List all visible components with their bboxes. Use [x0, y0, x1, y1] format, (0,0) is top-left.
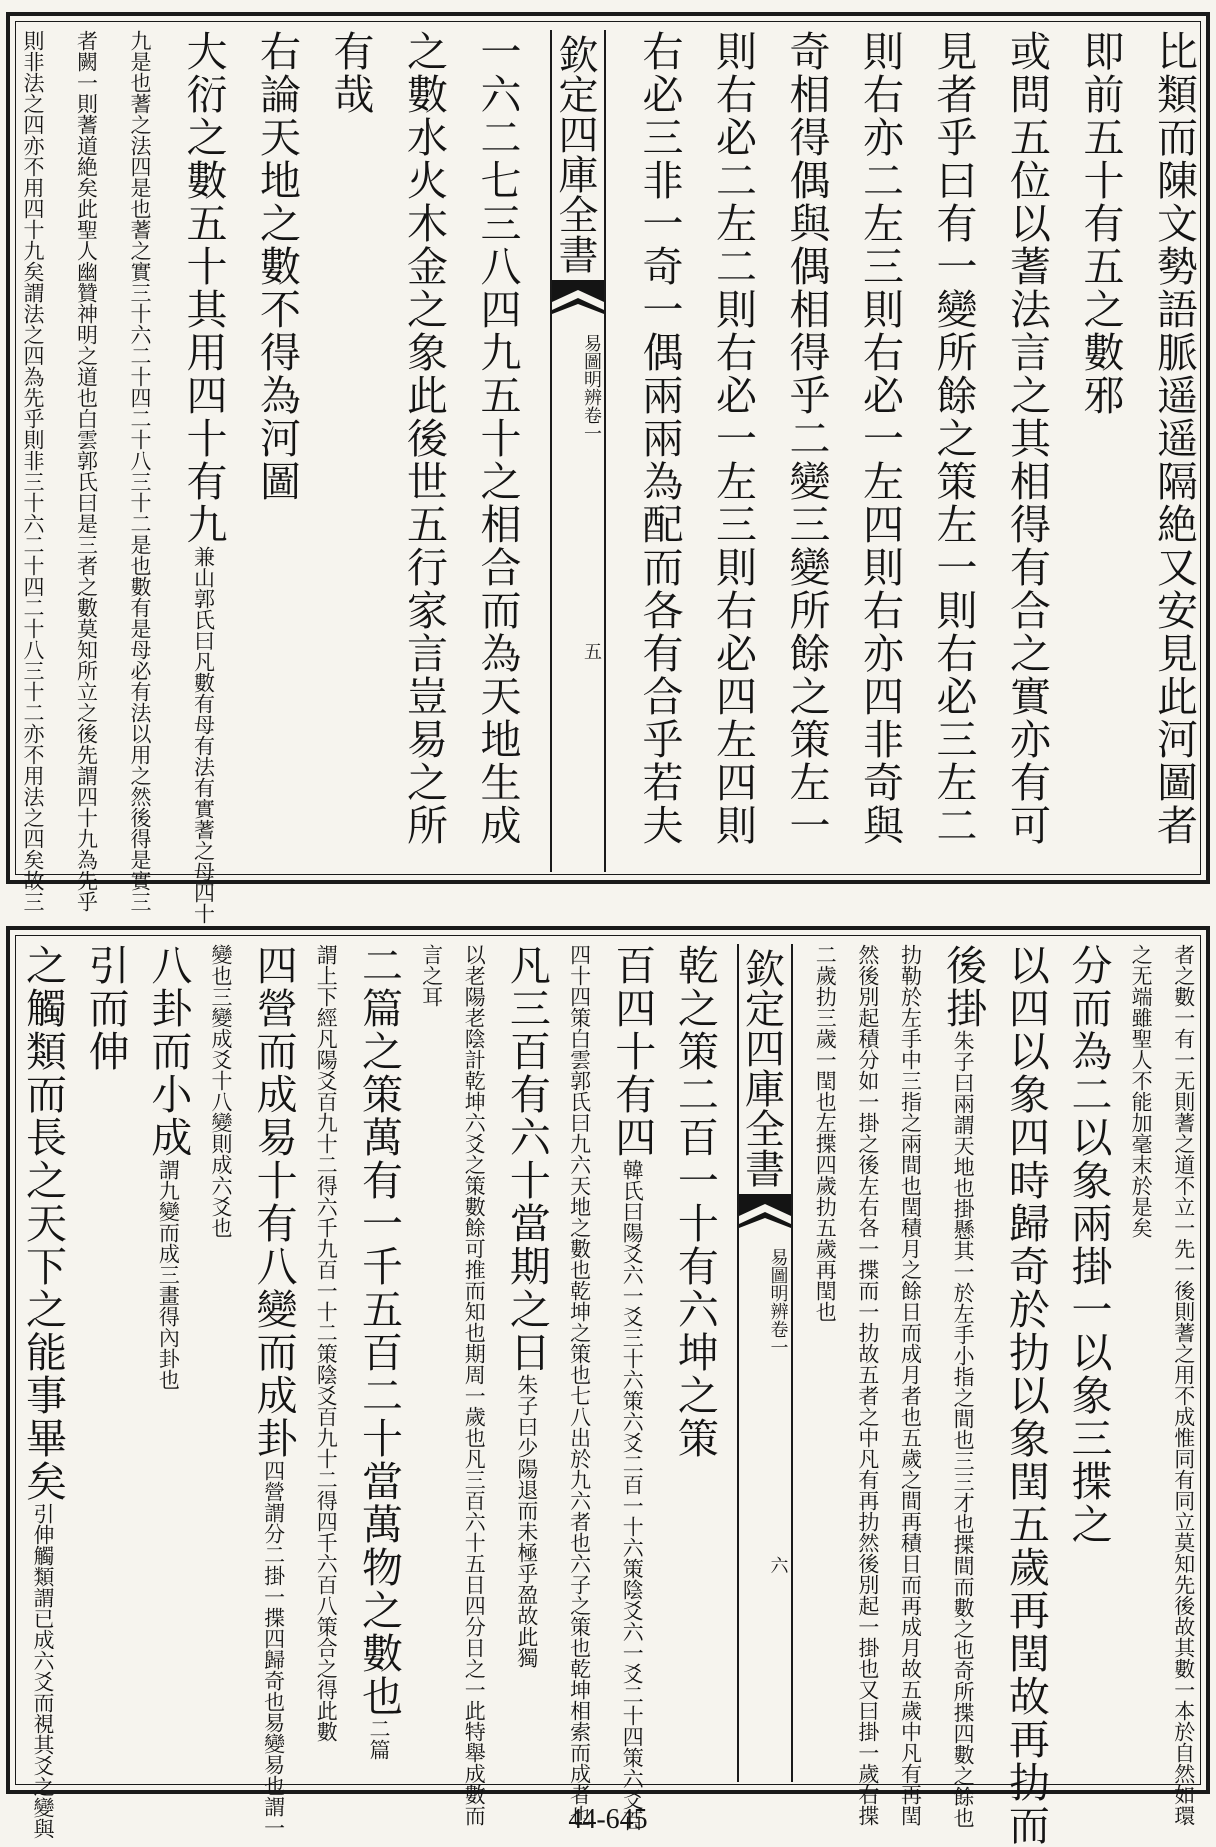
main-text: 之觸類而長之天下之能事畢矣 — [19, 944, 67, 1503]
commentary-text: 謂九變而成三畫得內卦也 — [156, 1159, 181, 1390]
collection-title: 欽定四庫全書 — [738, 948, 785, 1188]
book-title: 易圖明辨 — [767, 1248, 789, 1320]
fish-tail-icon — [552, 280, 604, 328]
text-column — [326, 30, 375, 872]
main-text: 比類而陳文勢語脈遥遥隔絶又安見此河圖者 — [1150, 30, 1198, 847]
lower-center-fold — [737, 944, 793, 1782]
commentary-text: 四十四策白雲郭氏曰九六天地之數也乾坤之策也七八出於九六者也六子之策也乾坤相索而成者也 — [567, 944, 592, 1826]
main-text: 有哉 — [326, 30, 375, 116]
main-text: 凡三百有六十當期之日 — [502, 944, 551, 1374]
text-column — [81, 944, 130, 1782]
juan-label: 卷一 — [581, 406, 602, 442]
main-text: 分而為二以象兩掛一以象三揲之 — [1064, 944, 1113, 1546]
commentary-text: 兼山郭氏曰凡數有母有法有實蓍之母四十 — [191, 546, 216, 924]
book-title: 易圖明辨 — [581, 334, 602, 406]
collection-title: 欽定四庫全書 — [552, 34, 598, 274]
text-column — [210, 944, 231, 1782]
commentary-text: 朱子曰兩謂天地也掛懸其一於左手小指之間也三三才也揲間而數之也奇所揲四數之餘也 — [951, 1030, 976, 1828]
main-text: 大衍之數五十其用四十有九 — [179, 30, 228, 546]
main-text: 則右亦二左三則右必一左四則右亦四非奇與 — [856, 30, 904, 847]
upper-center-fold — [550, 30, 606, 872]
text-column — [608, 944, 657, 1831]
text-column — [253, 30, 301, 872]
text-column — [782, 30, 831, 872]
main-text: 之數水火木金之象此後世五行家言豈易之所 — [400, 30, 448, 847]
text-column — [314, 944, 339, 1782]
text-column — [473, 30, 522, 872]
commentary-text: 然後別起積分如一掛之後左右各一揲而一扐故五者之中凡有再扐然後別起一掛也又曰掛一歲右揲 — [855, 944, 880, 1826]
text-column — [670, 944, 719, 1782]
text-column — [1150, 30, 1198, 872]
text-column — [144, 944, 193, 1782]
commentary-text: 則非法之四亦不用四十九矣謂法之四為先乎則非三十六二十四二十八三十二亦不用法之四矣故三 — [21, 30, 45, 912]
text-column — [1001, 944, 1050, 1847]
text-column — [635, 30, 684, 872]
leaf-number: 五 — [581, 642, 602, 660]
main-text: 右論天地之數不得為河圖 — [253, 30, 301, 503]
main-text: 百四十有四 — [608, 944, 657, 1159]
commentary-text: 二篇 — [366, 1718, 391, 1760]
text-column — [354, 944, 403, 1782]
upper-page — [0, 8, 1216, 924]
main-text: 見者乎曰有一變所餘之策左一則右必三左二 — [929, 30, 978, 847]
text-column — [19, 944, 67, 1839]
main-text: 四營而成易十有八變而成卦 — [249, 944, 298, 1460]
text-column — [709, 30, 757, 872]
text-column — [502, 944, 551, 1782]
text-column — [1171, 944, 1196, 1826]
commentary-text: 九是也蓍之法四是也蓍之實三十六二十四二十八三十二是也數有是母必有法以用之然後得是實三 — [128, 30, 152, 912]
text-column — [856, 30, 904, 872]
commentary-text: 引伸觸類謂已成六爻而視其爻之變與 — [31, 1503, 55, 1839]
fish-tail-icon — [739, 1194, 791, 1242]
text-column — [1076, 30, 1125, 872]
text-column — [128, 30, 152, 912]
text-column — [249, 944, 298, 1838]
leaf-number: 六 — [767, 1556, 789, 1574]
main-text: 以四以象四時歸奇於扐以象閏五歲再閏故再扐而 — [1001, 944, 1050, 1847]
main-text: 奇相得偶與偶相得乎二變三變所餘之策左一 — [782, 30, 831, 847]
commentary-text: 謂上下經凡陽爻百九十二得六千九百一十二策陰爻百九十二得四千六百八策合之得此數 — [314, 944, 339, 1742]
text-column — [462, 944, 487, 1826]
main-text: 即前五十有五之數邪 — [1076, 30, 1125, 417]
commentary-text: 變也三變成爻十八變則成六爻也 — [208, 944, 233, 1238]
main-text: 一六二七三八四九五十之相合而為天地生成 — [473, 30, 522, 847]
main-text: 乾之策二百一十有六坤之策 — [670, 944, 719, 1460]
text-column — [1129, 944, 1154, 1782]
commentary-text: 者之數一有一无則蓍之道不立一先一後則蓍之用不成惟同有同立莫知先後故其數一本於自然如環 — [1171, 944, 1196, 1826]
main-text: 引而伸 — [81, 944, 130, 1073]
text-column — [929, 30, 978, 872]
juan-label: 卷一 — [767, 1320, 789, 1356]
text-column — [421, 944, 442, 1782]
main-text: 八卦而小成 — [144, 944, 193, 1159]
commentary-text: 朱子曰少陽退而未極乎盈故此獨 — [514, 1374, 539, 1668]
main-text: 右必三非一奇一偶兩兩為配而各有合乎若夫 — [635, 30, 684, 847]
commentary-text: 之无端雖聖人不能加毫末於是矣 — [1129, 944, 1154, 1238]
commentary-text: 者闕一則蓍道絶矣此聖人幽贊神明之道也白雲郭氏曰是三者之數莫知所立之後先謂四十九為先乎 — [74, 30, 99, 912]
main-text: 或問五位以蓍法言之其相得有合之實亦有可 — [1003, 30, 1051, 847]
main-text: 則右必二左二則右必一左三則右必四左四則 — [709, 30, 757, 847]
text-column — [179, 30, 228, 924]
page-number: 44-645 — [568, 1804, 648, 1835]
text-column — [898, 944, 923, 1826]
text-column — [400, 30, 448, 872]
text-column — [939, 944, 988, 1828]
text-column — [1064, 944, 1113, 1782]
main-text: 後掛 — [939, 944, 988, 1030]
main-text: 二篇之策萬有一千五百二十當萬物之數也 — [354, 944, 403, 1718]
text-column — [1003, 30, 1051, 872]
commentary-text: 二歲扐三歲一閏也左揲四歲扐五歲再閏也 — [813, 944, 838, 1322]
commentary-text: 四營謂分二掛一揲四歸奇也易變易也謂一 — [261, 1460, 286, 1838]
upper-columns — [21, 30, 1198, 924]
text-column — [21, 30, 45, 912]
commentary-text: 言之耳 — [419, 944, 444, 1007]
commentary-text: 以老陽老陰計乾坤六爻之策數餘可推而知也期周一歲也凡三百六十五日四分日之一此特舉成數而 — [462, 944, 487, 1826]
text-column — [74, 30, 99, 912]
text-column — [855, 944, 880, 1826]
commentary-text: 扐勒於左手中三指之兩間也閏積月之餘日而成月者也五歲之間再積日而再成月故五歲中凡有再閏 — [898, 944, 923, 1826]
text-column — [567, 944, 592, 1826]
commentary-text: 韓氏曰陽爻六一爻三十六策六爻二百一十六策陰爻六一爻二十四策六爻百 — [620, 1159, 645, 1831]
text-column — [813, 944, 838, 1782]
